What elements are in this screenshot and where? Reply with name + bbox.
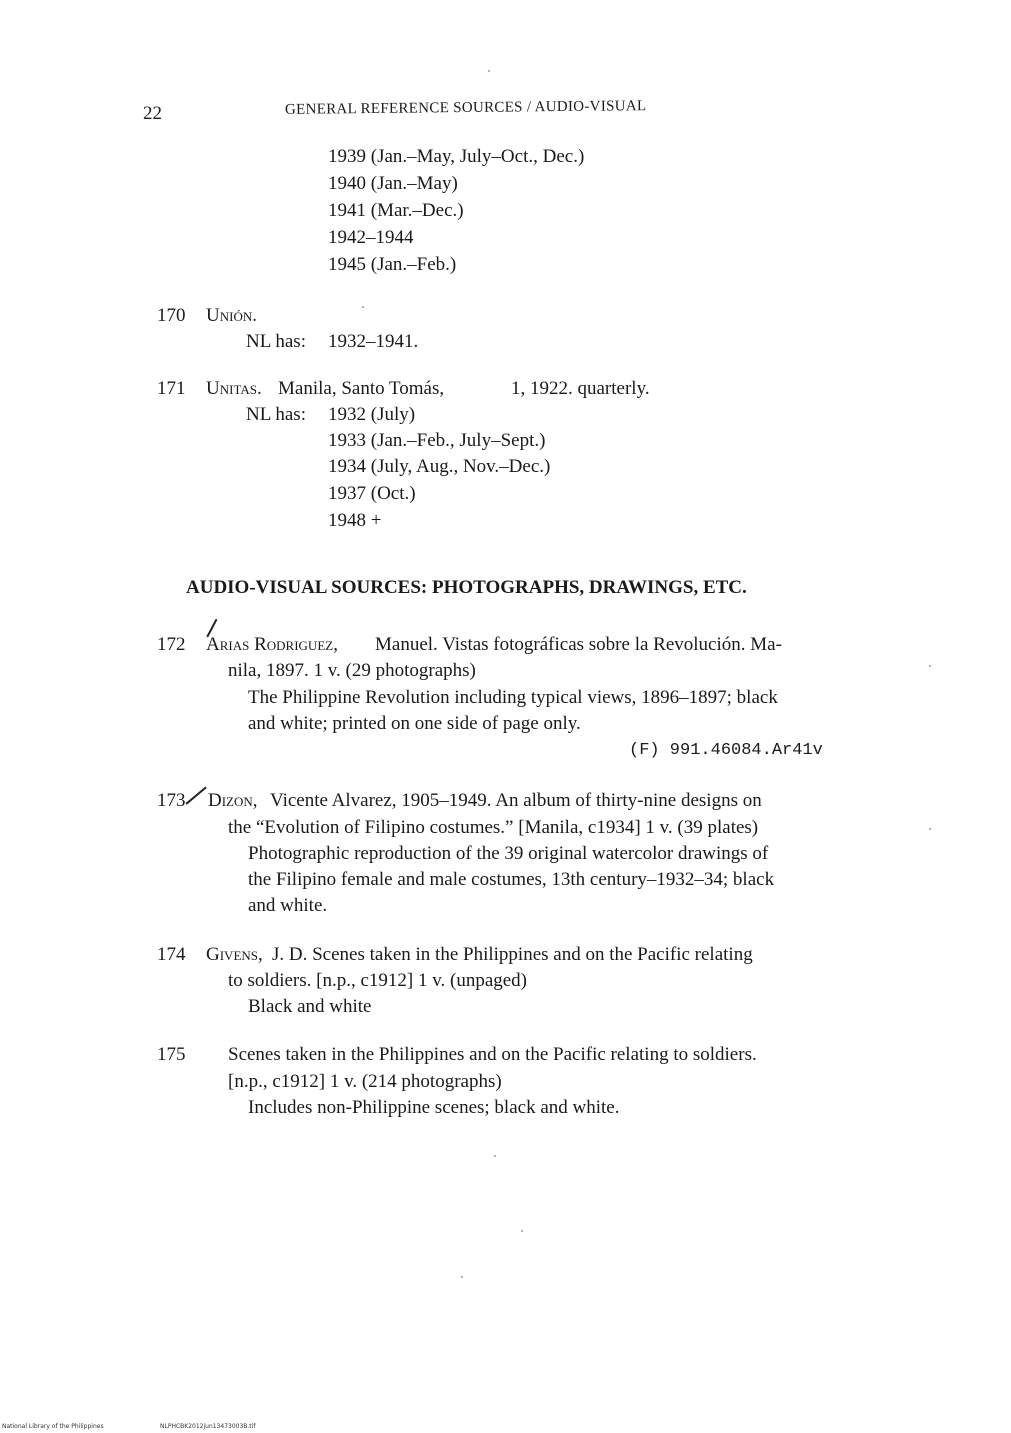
entry-title-line: Manuel. Vistas fotográficas sobre la Revolución. Ma- xyxy=(375,634,782,655)
entry-number: 175 xyxy=(157,1044,186,1065)
entry-title-line: J. D. Scenes taken in the Philippines and on the Pacific relating xyxy=(272,944,753,965)
holdings-label: NL has: xyxy=(246,331,306,352)
entry-note: Black and white xyxy=(248,996,372,1017)
holding-line: 1948 + xyxy=(328,510,382,531)
holding-line: 1941 (Mar.–Dec.) xyxy=(328,200,464,221)
entry-publication: 1, 1922. quarterly. xyxy=(511,378,650,399)
holding-line: 1940 (Jan.–May) xyxy=(328,173,458,194)
entry-note: Includes non-Philippine scenes; black and white. xyxy=(248,1097,620,1118)
scan-speck xyxy=(929,665,931,667)
entry-author: Arias Rodriguez, xyxy=(206,634,338,655)
entry-number: 173 xyxy=(157,790,186,811)
footer-library: National Library of the Philippines xyxy=(2,1423,104,1430)
running-title: GENERAL REFERENCE SOURCES / AUDIO-VISUAL xyxy=(284,98,647,118)
entry-title: Unitas. xyxy=(206,378,262,399)
holding-line: 1939 (Jan.–May, July–Oct., Dec.) xyxy=(328,146,585,167)
entry-number: 174 xyxy=(157,944,186,965)
entry-note: the Filipino female and male costumes, 13th century–1932–34; black xyxy=(248,869,775,890)
page-number: 22 xyxy=(143,103,162,124)
entry-title-line: Scenes taken in the Philippines and on the Pacific relating to soldiers. xyxy=(228,1044,757,1065)
scan-speck xyxy=(362,306,364,308)
entry-note: and white; printed on one side of page only. xyxy=(248,713,581,734)
holdings-label: NL has: xyxy=(246,404,306,425)
entry-number: 172 xyxy=(157,634,186,655)
holding-line: 1933 (Jan.–Feb., July–Sept.) xyxy=(328,430,546,451)
holding-line: 1942–1944 xyxy=(328,227,414,248)
holding-line: 1945 (Jan.–Feb.) xyxy=(328,254,457,275)
entry-author: Givens, xyxy=(206,944,263,965)
section-heading: AUDIO-VISUAL SOURCES: PHOTOGRAPHS, DRAWINGS, ETC. xyxy=(186,577,747,598)
entry-imprint: nila, 1897. 1 v. (29 photographs) xyxy=(228,660,476,681)
holding-line: 1937 (Oct.) xyxy=(328,483,416,504)
entry-imprint: Manila, Santo Tomás, xyxy=(278,378,445,399)
handwritten-check-mark xyxy=(186,786,207,804)
entry-note: Photographic reproduction of the 39 original watercolor drawings of xyxy=(248,843,769,864)
scan-speck xyxy=(494,1155,496,1157)
entry-note: and white. xyxy=(248,895,328,916)
entry-number: 170 xyxy=(157,305,186,326)
entry-number: 171 xyxy=(157,378,186,399)
entry-imprint: [n.p., c1912] 1 v. (214 photographs) xyxy=(228,1071,502,1092)
scan-speck xyxy=(461,1276,463,1278)
entry-title: Unión. xyxy=(206,305,257,326)
entry-imprint: to soldiers. [n.p., c1912] 1 v. (unpaged) xyxy=(228,970,528,991)
holding-line: 1934 (July, Aug., Nov.–Dec.) xyxy=(328,456,551,477)
scan-speck xyxy=(488,70,490,72)
entry-title-line: Vicente Alvarez, 1905–1949. An album of thirty-nine designs on xyxy=(270,790,762,811)
entry-note: The Philippine Revolution including typical views, 1896–1897; black xyxy=(248,687,778,708)
footer-scan-id: NLPHCBK2012jun13473003B.tif xyxy=(160,1423,256,1430)
holding-line: 1932–1941. xyxy=(328,331,419,352)
scan-speck xyxy=(521,1230,523,1232)
entry-author: Dizon, xyxy=(208,790,258,811)
holding-line: 1932 (July) xyxy=(328,404,416,425)
call-number: (F) 991.46084.Ar41v xyxy=(629,741,823,760)
scan-speck xyxy=(929,828,931,830)
entry-imprint: the “Evolution of Filipino costumes.” [Manila, c1934] 1 v. (39 plates) xyxy=(228,817,759,838)
